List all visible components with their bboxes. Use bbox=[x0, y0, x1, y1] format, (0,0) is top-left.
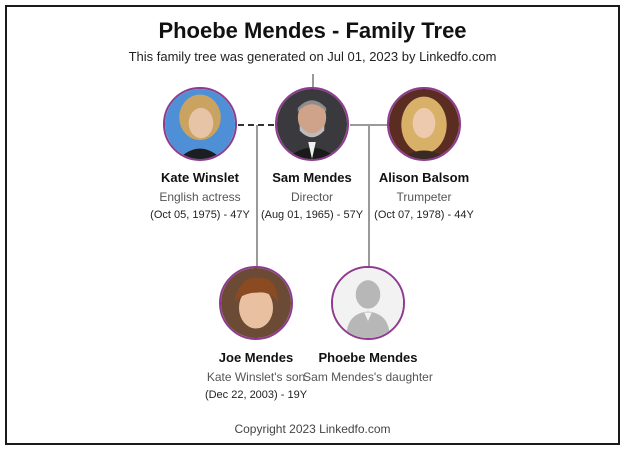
person-description: Director bbox=[290, 190, 333, 204]
person-name[interactable]: Phoebe Mendes bbox=[318, 350, 418, 365]
person-description: Trumpeter bbox=[396, 190, 452, 204]
person-name[interactable]: Alison Balsom bbox=[378, 170, 470, 185]
portrait-photo-icon bbox=[165, 89, 235, 159]
portrait-photo-icon bbox=[389, 89, 459, 159]
avatar-alison-balsom[interactable] bbox=[387, 87, 461, 161]
avatar-sam-mendes[interactable] bbox=[275, 87, 349, 161]
person-dates: (Oct 05, 1975) - 47Y bbox=[150, 209, 250, 221]
person-card-alison-balsom bbox=[354, 170, 494, 221]
person-dates: (Oct 07, 1978) - 44Y bbox=[374, 209, 474, 221]
portrait-photo-icon bbox=[277, 89, 347, 159]
avatar-joe-mendes[interactable] bbox=[219, 266, 293, 340]
person-description: English actress bbox=[159, 190, 241, 204]
portrait-photo-icon bbox=[221, 268, 291, 338]
placeholder-person-icon bbox=[333, 268, 403, 338]
person-description: Kate Winslet's son bbox=[206, 370, 306, 384]
page-title: Phoebe Mendes - Family Tree bbox=[158, 18, 467, 43]
person-name[interactable]: Sam Mendes bbox=[272, 170, 352, 185]
person-name[interactable]: Joe Mendes bbox=[218, 350, 294, 365]
connector-top-stub bbox=[312, 74, 314, 88]
avatar-phoebe-mendes[interactable] bbox=[331, 266, 405, 340]
avatar-kate-winslet[interactable] bbox=[163, 87, 237, 161]
page-subtitle: This family tree was generated on Jul 01, 2023 by Linkedfo.com bbox=[128, 49, 497, 64]
person-card-phoebe-mendes bbox=[298, 350, 438, 384]
person-description: Sam Mendes's daughter bbox=[303, 370, 433, 384]
copyright-footer: Copyright 2023 Linkedfo.com bbox=[234, 422, 391, 436]
person-dates: (Aug 01, 1965) - 57Y bbox=[260, 209, 364, 221]
person-dates: (Dec 22, 2003) - 19Y bbox=[204, 389, 308, 401]
person-name[interactable]: Kate Winslet bbox=[161, 170, 239, 185]
